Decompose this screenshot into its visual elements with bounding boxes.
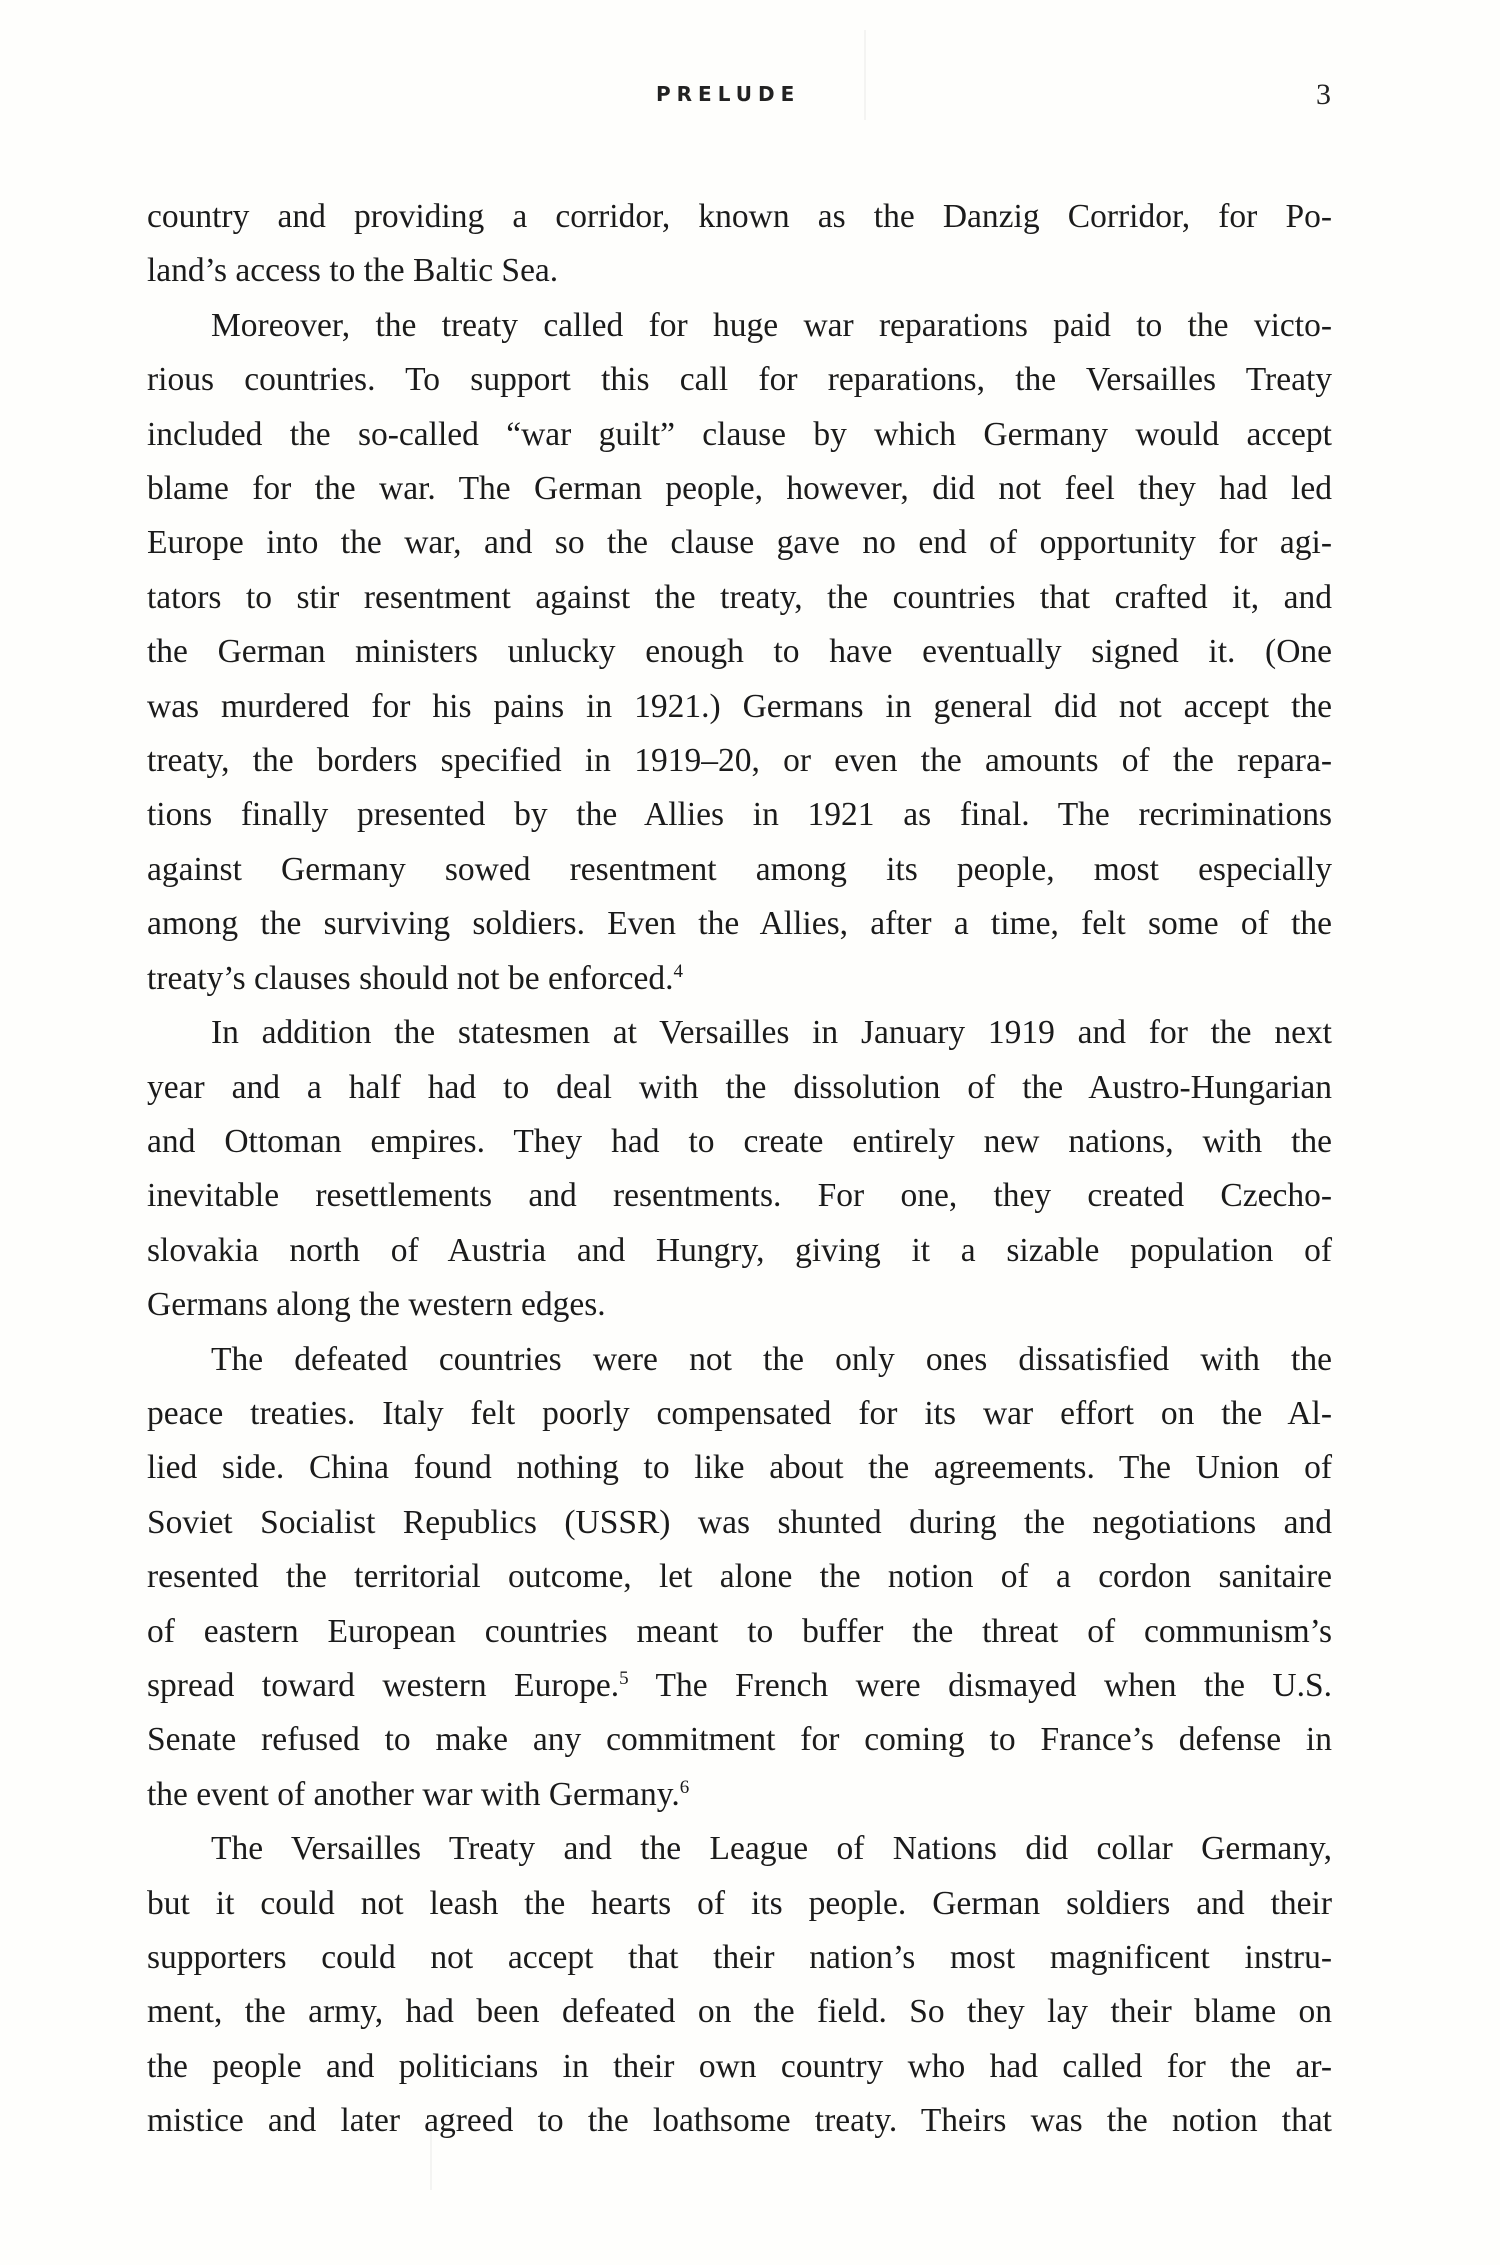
text-line: In addition the statesmen at Versailles in January 1919 and for the next <box>211 1014 1332 1052</box>
text-line: peace treaties. Italy felt poorly compensated for its war effort on the Al- <box>147 1394 1332 1432</box>
text-line: inevitable resettlements and resentments. For one, they created Czecho- <box>147 1177 1332 1215</box>
text-line: Senate refused to make any commitment for coming to France’s defense in <box>147 1721 1332 1759</box>
footnote-ref[interactable]: 6 <box>679 1776 690 1798</box>
text-line: of eastern European countries meant to buffer the threat of communism’s <box>147 1612 1332 1650</box>
paragraph <box>147 1822 1332 2148</box>
text-line: lied side. China found nothing to like about the agreements. The Union of <box>147 1449 1332 1487</box>
text-line: among the surviving soldiers. Even the Allies, after a time, felt some of the <box>147 905 1332 943</box>
text-line: against Germany sowed resentment among its people, most especially <box>147 850 1332 888</box>
footnote-ref[interactable]: 4 <box>673 960 684 982</box>
text-line: The Versailles Treaty and the League of Nations did collar Germany, <box>211 1830 1332 1868</box>
text-line: and Ottoman empires. They had to create entirely new nations, with the <box>147 1122 1332 1160</box>
text-line: country and providing a corridor, known as the Danzig Corridor, for Po- <box>147 198 1332 235</box>
text-line: Moreover, the treaty called for huge war reparations paid to the victo- <box>211 306 1332 344</box>
paragraph <box>147 299 1332 1006</box>
text-line: included the so-called “war guilt” clause by which Germany would accept <box>147 415 1332 453</box>
text-line <box>147 1768 1332 1822</box>
text-line: was murdered for his pains in 1921.) Germans in general did not accept the <box>147 687 1332 725</box>
text-line: mistice and later agreed to the loathsome treaty. Theirs was the notion that <box>147 2102 1332 2140</box>
text-fragment: spread toward western Europe. <box>147 1666 620 1704</box>
footnote-ref[interactable]: 5 <box>619 1667 629 1689</box>
chapter-title: PRELUDE <box>656 82 801 106</box>
text-line <box>147 952 1332 1006</box>
body-text <box>147 190 1332 2149</box>
text-line: treaty, the borders specified in 1919–20, or even the amounts of the repara- <box>147 742 1332 780</box>
text-line: the people and politicians in their own country who had called for the ar- <box>147 2047 1332 2085</box>
text-line <box>147 1659 1332 1713</box>
text-line: slovakia north of Austria and Hungry, giving it a sizable population of <box>147 1231 1332 1269</box>
page-number: 3 <box>1316 78 1331 111</box>
running-head <box>0 78 1500 112</box>
paragraph <box>147 1333 1332 1823</box>
text-line: Germans along the western edges. <box>147 1286 606 1324</box>
text-line: The defeated countries were not the only ones dissatisfied with the <box>211 1340 1332 1378</box>
text-line: ment, the army, had been defeated on the field. So they lay their blame on <box>147 1993 1332 2031</box>
text-fragment: the event of another war with Germany. <box>147 1775 680 1813</box>
text-fragment: The French were dismayed when the U.S. <box>628 1666 1333 1704</box>
text-line: tators to stir resentment against the treaty, the countries that crafted it, and <box>147 578 1332 616</box>
text-line: Europe into the war, and so the clause gave no end of opportunity for agi- <box>147 524 1332 562</box>
paragraph <box>147 190 1332 299</box>
text-line: supporters could not accept that their nation’s most magnificent instru- <box>147 1939 1332 1976</box>
text-line: the German ministers unlucky enough to have eventually signed it. (One <box>147 633 1332 671</box>
text-line: rious countries. To support this call for reparations, the Versailles Treaty <box>147 361 1332 399</box>
paragraph <box>147 1006 1332 1332</box>
text-line: land’s access to the Baltic Sea. <box>147 252 559 290</box>
text-line: tions finally presented by the Allies in 1921 as final. The recriminations <box>147 796 1332 834</box>
text-line: Soviet Socialist Republics (USSR) was shunted during the negotiations and <box>147 1503 1332 1541</box>
text-line: but it could not leash the hearts of its people. German soldiers and their <box>147 1884 1332 1922</box>
text-line: resented the territorial outcome, let alone the notion of a cordon sanitaire <box>147 1558 1332 1596</box>
text-fragment: treaty’s clauses should not be enforced. <box>147 959 674 997</box>
text-line: year and a half had to deal with the dissolution of the Austro-Hungarian <box>147 1068 1332 1106</box>
text-line: blame for the war. The German people, however, did not feel they had led <box>147 470 1332 508</box>
